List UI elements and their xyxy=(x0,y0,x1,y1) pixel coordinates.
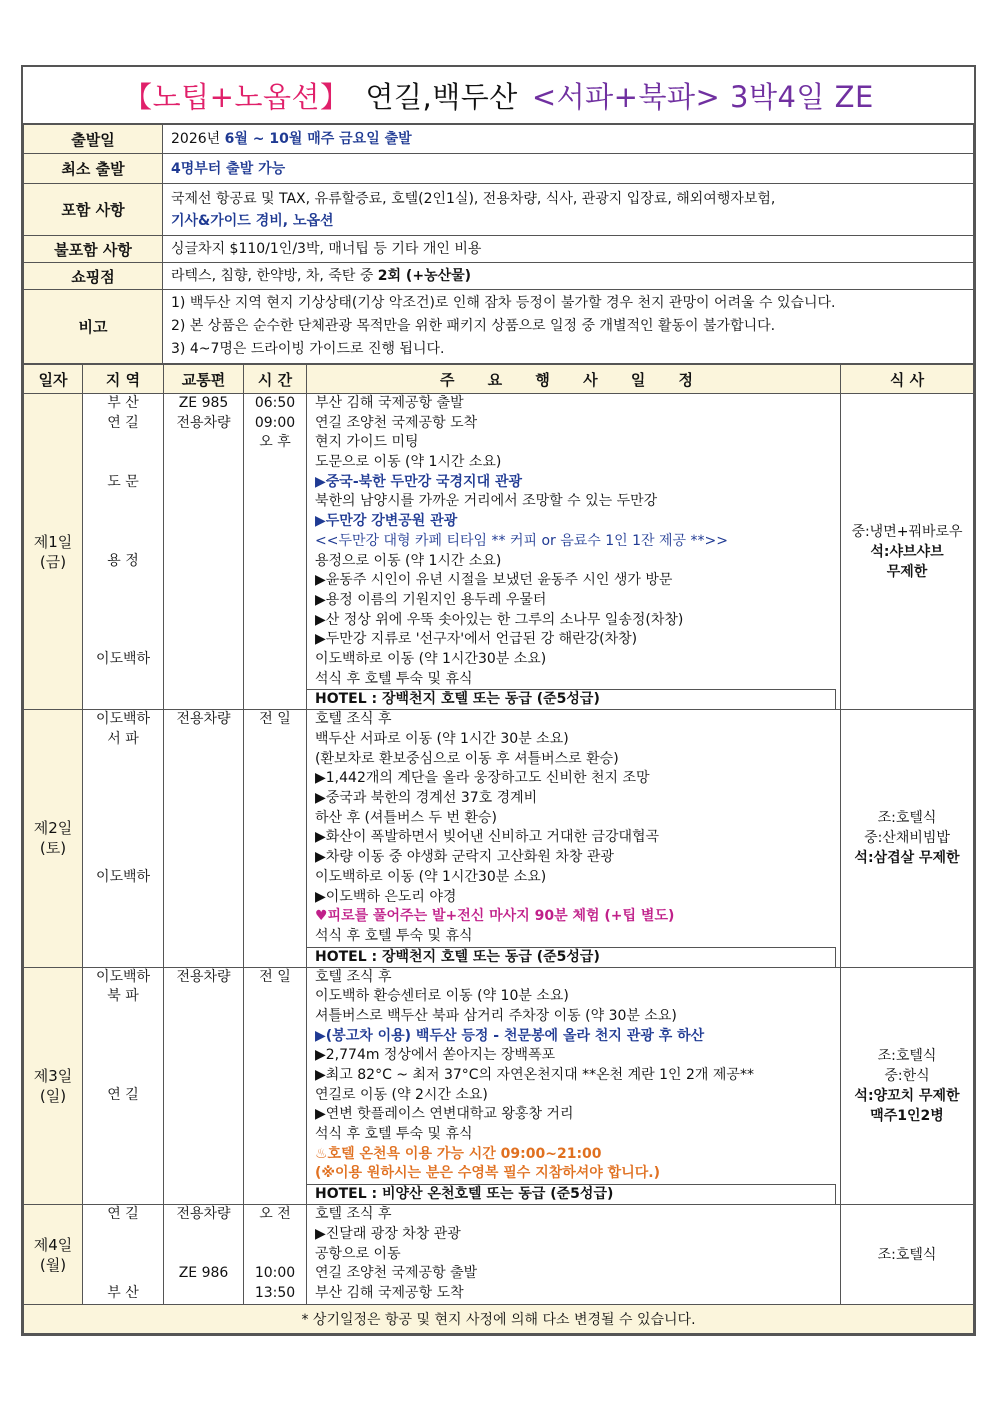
text-line xyxy=(83,611,163,631)
header-schedule: 주 요 행 사 일 정 xyxy=(307,365,841,394)
text-line: 호텔 조식 후 xyxy=(315,1206,392,1223)
text-line: ▶윤동주 시인이 유년 시절을 보냈던 윤동주 시인 생가 방문 xyxy=(315,572,673,589)
text-line: 부 산 xyxy=(107,395,139,411)
note-label: 비고 xyxy=(24,290,163,364)
text-line: 부산 김해 국제공항 도착 xyxy=(315,1284,464,1301)
notes-value xyxy=(163,290,974,364)
text-line: 연길로 이동 (약 2시간 소요) xyxy=(315,1086,488,1103)
include-line: 국제선 항공료 및 TAX, 유류할증료, 호텔(2인1실), 전용차량, 식사, 관광지 입장료, 해외여행자보험, xyxy=(171,190,776,207)
text-line: ▶두만강 강변공원 관광 xyxy=(315,513,458,530)
day-schedule xyxy=(307,710,841,967)
text-line xyxy=(83,433,163,453)
day-region xyxy=(83,710,164,967)
schedule-table xyxy=(23,364,974,1334)
day-schedule xyxy=(307,1205,841,1305)
text-line: 부산 김해 국제공항 출발 xyxy=(315,395,464,411)
text-line xyxy=(83,1007,163,1027)
title-route: <서파+북파> 3박4일 ZE xyxy=(531,79,874,114)
text-line: ▶용정 이름의 기원지인 용두레 우물터 xyxy=(315,591,547,608)
day-label: 제1일 (금) xyxy=(24,394,83,710)
header-region: 지 역 xyxy=(83,365,164,394)
text-line xyxy=(164,1225,243,1245)
text-line: 석식 후 호텔 투숙 및 휴식 xyxy=(315,927,473,944)
text-line: 연 길 xyxy=(107,414,139,431)
day-transport xyxy=(164,710,244,967)
day-label: 제2일 (토) xyxy=(24,710,83,967)
text-line: 하산 후 (셔틀버스 두 번 환승) xyxy=(315,809,497,826)
text-line: 이도백하 xyxy=(95,650,151,667)
text-line: ♨호텔 온천욕 이용 가능 시간 09:00~21:00 xyxy=(315,1145,602,1162)
text-line: 전 일 xyxy=(259,711,291,728)
text-line xyxy=(83,512,163,532)
text-line: 연길 조양천 국제공항 도착 xyxy=(315,414,478,431)
itinerary-document xyxy=(21,65,976,1336)
include-label: 포함 사항 xyxy=(24,184,163,236)
text-line: ▶중국-북한 두만강 국경지대 관광 xyxy=(315,473,523,490)
day-schedule xyxy=(307,967,841,1205)
footer-row xyxy=(24,1305,974,1334)
text-line: 이도백하로 이동 (약 1시간30분 소요) xyxy=(315,868,547,885)
schedule-header-row xyxy=(24,365,974,394)
day-meals: 조:호텔식 중:산채비빔밥 석:삼겹살 무제한 xyxy=(841,710,974,967)
text-line xyxy=(83,848,163,868)
text-line: 북 파 xyxy=(107,988,139,1005)
text-line xyxy=(83,1046,163,1066)
text-line: 오 후 xyxy=(259,434,291,451)
text-line: ZE 985 xyxy=(178,395,229,411)
note-line: 1) 백두산 지역 현지 기상상태(기상 악조건)로 인해 잠차 등정이 불가할 경우 천지 관망이 어려울 수 있습니다. xyxy=(171,295,836,311)
text-line: 연길 조양천 국제공항 출발 xyxy=(315,1265,478,1282)
text-line: 전 일 xyxy=(259,968,291,985)
text-line: 도문으로 이동 (약 1시간 소요) xyxy=(315,454,502,471)
text-line: 현지 가이드 미팅 xyxy=(315,434,419,451)
text-line: ▶차량 이동 중 야생화 군락지 고산화원 차창 관광 xyxy=(315,849,614,866)
text-line: <<두만강 대형 카페 티타임 ** 커피 or 음료수 1인 1잔 제공 **>> xyxy=(315,532,728,549)
text-line xyxy=(83,750,163,770)
text-line: 백두산 서파로 이동 (약 1시간 30분 소요) xyxy=(315,731,569,747)
hotel-info: HOTEL : 장백천지 호텔 또는 동급 (준5성급) xyxy=(307,689,836,709)
text-line xyxy=(83,571,163,591)
text-line: ▶2,774m 정상에서 쏟아지는 장백폭포 xyxy=(315,1047,556,1064)
text-line: 셔틀버스로 백두산 북파 삼거리 주차장 이동 (약 30분 소요) xyxy=(315,1007,677,1024)
day-row xyxy=(24,967,974,1205)
text-line xyxy=(83,532,163,552)
min-label: 최소 출발 xyxy=(24,154,163,184)
day-region xyxy=(83,967,164,1205)
text-line: 연 길 xyxy=(107,1206,139,1223)
day-meals: 중:냉면+꿔바로우 석:샤브샤브 무제한 xyxy=(841,394,974,710)
text-line xyxy=(83,809,163,829)
text-line: 연 길 xyxy=(107,1086,139,1103)
hotel-info: HOTEL : 비양산 온천호텔 또는 동급 (준5성급) xyxy=(307,1184,836,1204)
text-line xyxy=(83,1245,163,1265)
text-line: 전용차량 xyxy=(176,414,231,431)
text-line: 석식 후 호텔 투숙 및 휴식 xyxy=(315,670,473,687)
header-transport: 교통편 xyxy=(164,365,244,394)
day-region xyxy=(83,394,164,710)
text-line xyxy=(83,1027,163,1047)
page-title xyxy=(23,67,974,124)
text-line: 용정으로 이동 (약 1시간 소요) xyxy=(315,552,502,569)
text-line xyxy=(244,1225,306,1245)
note-line: 2) 본 상품은 순수한 단체관광 목적만을 위한 패키지 상품으로 일정 중 개별적인 활동이 불가합니다. xyxy=(171,318,776,334)
text-line: ▶중국과 북한의 경계선 37호 경계비 xyxy=(315,790,538,807)
text-line xyxy=(83,769,163,789)
info-table xyxy=(23,124,974,364)
day-region xyxy=(83,1205,164,1305)
footer-note: * 상기일정은 항공 및 현지 사정에 의해 다소 변경될 수 있습니다. xyxy=(24,1305,974,1334)
day-row xyxy=(24,394,974,710)
day-label: 제3일 (일) xyxy=(24,967,83,1205)
text-line: 오 전 xyxy=(259,1206,291,1223)
text-line xyxy=(83,591,163,611)
text-line: 이도백하 xyxy=(95,968,151,985)
text-line: ▶이도백하 은도리 야경 xyxy=(315,888,457,905)
text-line: 10:00 xyxy=(254,1265,296,1282)
text-line: 호텔 조식 후 xyxy=(315,711,392,728)
day-row xyxy=(24,710,974,967)
text-line: ▶산 정상 위에 우뚝 솟아있는 한 그루의 소나무 일송정(차창) xyxy=(315,611,684,628)
text-line: 이도백하 xyxy=(95,868,151,885)
text-line xyxy=(244,1245,306,1265)
min-value: 4명부터 출발 가능 xyxy=(163,154,974,184)
include-value xyxy=(163,184,974,236)
text-line xyxy=(83,453,163,473)
day-transport xyxy=(164,394,244,710)
text-line xyxy=(83,789,163,809)
text-line: ▶연변 핫플레이스 연변대학교 왕홍창 거리 xyxy=(315,1106,574,1123)
day-time xyxy=(244,710,307,967)
text-line: ▶두만강 지류로 '선구자'에서 언급된 강 해란강(차창) xyxy=(315,631,638,648)
note-line: 3) 4~7명은 드라이빙 가이드로 진행 됩니다. xyxy=(171,341,445,357)
text-line xyxy=(83,1066,163,1086)
text-line: 이도백하 xyxy=(95,711,151,728)
day-transport xyxy=(164,967,244,1205)
text-line: 전용차량 xyxy=(176,711,231,728)
text-line: ▶(봉고차 이용) 백두산 등정 - 천문봉에 올라 천지 관광 후 하산 xyxy=(315,1027,705,1044)
text-line xyxy=(83,1264,163,1284)
text-line xyxy=(164,1245,243,1265)
text-line: 석식 후 호텔 투숙 및 휴식 xyxy=(315,1126,473,1143)
text-line: ▶최고 82°C ~ 최저 37°C의 자연온천지대 **온천 계란 1인 2개 제공** xyxy=(315,1067,754,1083)
hotel-info: HOTEL : 장백천지 호텔 또는 동급 (준5성급) xyxy=(307,947,836,967)
text-line: 13:50 xyxy=(254,1284,296,1301)
day-time xyxy=(244,1205,307,1305)
day-meals: 조:호텔식 중:한식 석:양꼬치 무제한 맥주1인2병 xyxy=(841,967,974,1205)
text-line xyxy=(83,1225,163,1245)
text-line: 09:00 xyxy=(254,414,296,431)
exclude-label: 불포함 사항 xyxy=(24,236,163,263)
title-tag: 【노팁+노옵션】 xyxy=(123,79,350,114)
departure-label: 출발일 xyxy=(24,125,163,154)
shop-label: 쇼핑점 xyxy=(24,263,163,290)
text-line: 서 파 xyxy=(107,731,139,747)
text-line xyxy=(83,630,163,650)
text-line: ▶1,442개의 계단을 올라 웅장하고도 신비한 천지 조망 xyxy=(315,770,650,787)
day-time xyxy=(244,967,307,1205)
text-line: 이도백하 환승센터로 이동 (약 10분 소요) xyxy=(315,988,569,1005)
text-line: ZE 986 xyxy=(178,1265,229,1282)
text-line: ♥피로를 풀어주는 발+전신 마사지 90분 체험 (+팁 별도) xyxy=(315,908,675,925)
text-line: 호텔 조식 후 xyxy=(315,968,392,985)
text-line: 공항으로 이동 xyxy=(315,1245,401,1262)
text-line xyxy=(83,828,163,848)
text-line xyxy=(83,492,163,512)
text-line: (환보차로 환보중심으로 이동 후 셔틀버스로 환승) xyxy=(315,750,619,767)
text-line: 부 산 xyxy=(107,1284,139,1301)
day-label: 제4일 (월) xyxy=(24,1205,83,1305)
header-meal: 식 사 xyxy=(841,365,974,394)
text-line: ▶진달래 광장 차창 관광 xyxy=(315,1225,461,1242)
text-line: 전용차량 xyxy=(176,1206,231,1223)
day-transport xyxy=(164,1205,244,1305)
text-line: ▶화산이 폭발하면서 빚어낸 신비하고 거대한 금강대협곡 xyxy=(315,829,660,846)
text-line: 도 문 xyxy=(107,473,139,490)
text-line: 이도백하로 이동 (약 1시간30분 소요) xyxy=(315,650,547,667)
shop-value: 라텍스, 침향, 한약방, 차, 죽탄 중 2회 (+농산물) xyxy=(163,263,974,290)
text-line: (※이용 원하시는 분은 수영복 필수 지참하셔야 합니다.) xyxy=(315,1165,660,1182)
text-line: 06:50 xyxy=(254,395,296,411)
day-meals: 조:호텔식 xyxy=(841,1205,974,1305)
header-date: 일자 xyxy=(24,365,83,394)
text-line: 전용차량 xyxy=(176,968,231,985)
day-schedule xyxy=(307,394,841,710)
text-line: 용 정 xyxy=(107,552,139,569)
exclude-value: 싱글차지 $110/1인/3박, 매너팁 등 기타 개인 비용 xyxy=(163,236,974,263)
title-destination: 연길,백두산 xyxy=(365,79,518,114)
text-line: 북한의 남양시를 가까운 거리에서 조망할 수 있는 두만강 xyxy=(315,493,658,510)
header-time: 시 간 xyxy=(244,365,307,394)
day-time xyxy=(244,394,307,710)
day-row xyxy=(24,1205,974,1305)
departure-value: 2026년 6월 ~ 10월 매주 금요일 출발 xyxy=(163,125,974,154)
include-line: 기사&가이드 경비, 노옵션 xyxy=(171,212,334,229)
